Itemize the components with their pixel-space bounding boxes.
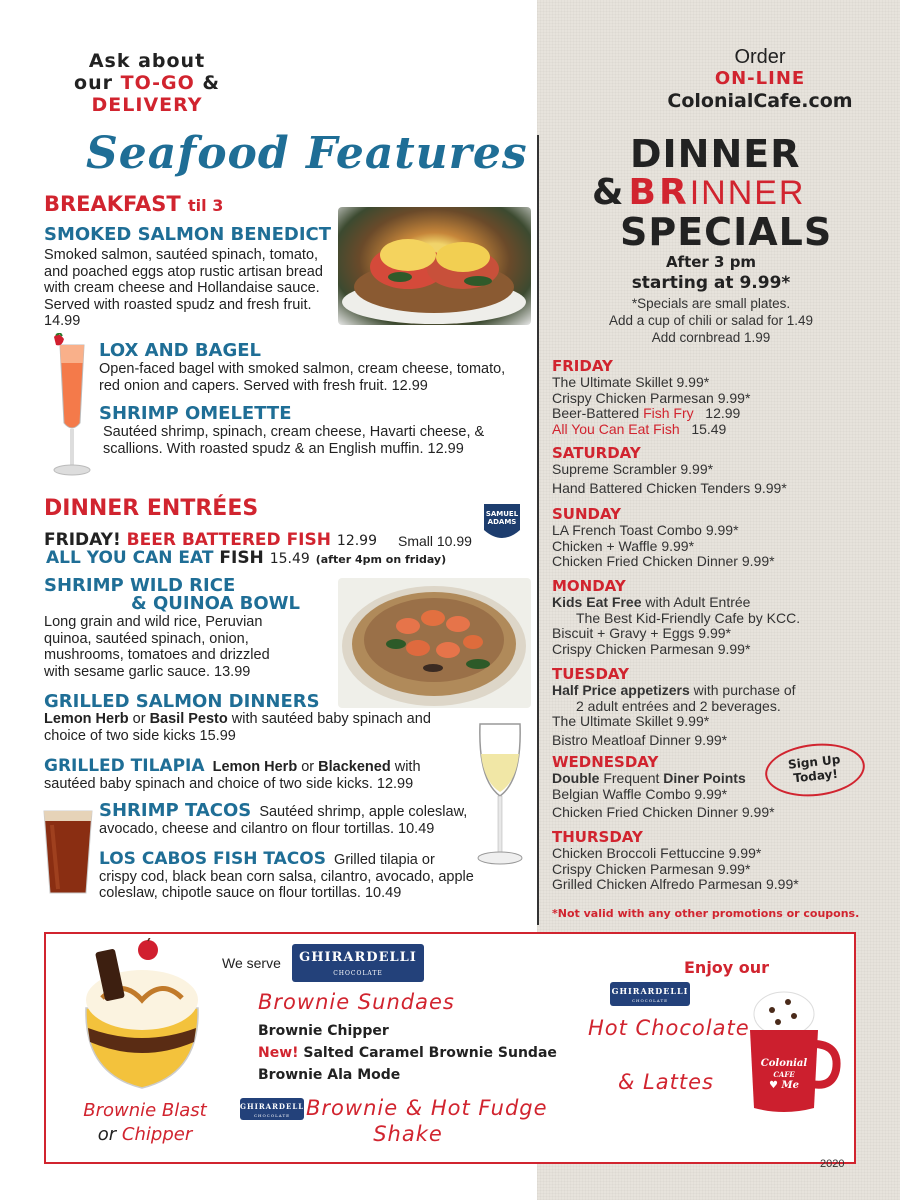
- shake-title-line2: Shake: [373, 1122, 443, 1146]
- item-name-lox-bagel: LOX AND BAGEL: [99, 340, 262, 361]
- specials-after-time: After 3 pm: [665, 253, 757, 271]
- sundae-item-chipper: Brownie Chipper: [258, 1023, 389, 1039]
- item-shrimp-tacos: SHRIMP TACOS Sautéed shrimp, apple coleslaw, avocado, cheese and cilantro on flour tortillas. 10.49: [99, 803, 489, 837]
- mug-text: Colonial CAFE ♥ Me: [760, 1058, 808, 1091]
- signup-label: Sign Up Today!: [787, 752, 841, 786]
- sundae-item-salted-caramel: New! Salted Caramel Brownie Sundae: [258, 1045, 557, 1061]
- specials-tuesday: TUESDAY Half Price appetizers with purchase of 2 adult entrées and 2 beverages. The Ultimate Skillet 9.99* Bistro Meatloaf Dinner 9.99*: [552, 665, 796, 748]
- order-label: Order: [734, 46, 786, 68]
- item-desc-grilled-tilapia: sautéed baby spinach and choice of two side kicks. 12.99: [44, 775, 414, 792]
- or-chipper-label: or Chipper: [97, 1124, 193, 1145]
- item-desc-salmon-benedict: Smoked salmon, sautéed spinach, tomato, and poached eggs atop rustic artisan bread with cream cheese and Hollandaise sauce. Served with roasted spudz and fresh fruit. 14.99: [44, 247, 323, 329]
- item-desc-los-cabos-tacos: crispy cod, black bean corn salsa, cilantro, avocado, apple coleslaw, chipotle sauce on flour tortillas. 10.49: [99, 868, 474, 901]
- shrimp-bowl-photo: [338, 578, 531, 708]
- breakfast-heading: BREAKFAST til 3: [44, 192, 224, 216]
- item-desc-grilled-salmon: Lemon Herb or Basil Pesto with sautéed baby spinach and choice of two side kicks 15.99: [44, 711, 431, 744]
- brownie-blast-label: Brownie Blast: [83, 1100, 207, 1121]
- ayce-fish-line: ALL YOU CAN EAT FISH 15.49 (after 4pm on friday): [46, 548, 447, 568]
- specials-starting-price: starting at 9.99*: [631, 273, 791, 293]
- item-name-grilled-salmon: GRILLED SALMON DINNERS: [44, 691, 320, 712]
- item-name-shrimp-omelette: SHRIMP OMELETTE: [99, 403, 292, 424]
- day-sunday: SUNDAY: [552, 505, 622, 523]
- day-monday: MONDAY: [552, 577, 626, 595]
- day-wednesday: WEDNESDAY: [552, 753, 659, 771]
- togo-line1: Ask about: [88, 50, 206, 72]
- specials-notes: *Specials are small plates. Add a cup of chili or salad for 1.49 Add cornbread 1.99: [608, 296, 814, 345]
- order-website-link[interactable]: ColonialCafe.com: [667, 90, 853, 112]
- specials-title-dinner: DINNER: [630, 132, 801, 176]
- ghirardelli-logo-small-1: GHIRARDELLI CHOCOLATE: [240, 1098, 304, 1120]
- item-name-shrimp-bowl: SHRIMP WILD RICE & QUINOA BOWL: [44, 575, 301, 614]
- specials-friday: FRIDAY The Ultimate Skillet 9.99* Crispy Chicken Parmesan 9.99* Beer-Battered Fish Fry 12.99 All You Can Eat Fish 15.49: [552, 357, 751, 437]
- seafood-features-title: Seafood Features: [86, 128, 528, 179]
- hot-chocolate-mug-image: [742, 984, 842, 1114]
- beer-glass-image: [42, 805, 94, 897]
- togo-delivery: DELIVERY: [91, 94, 203, 116]
- samuel-adams-badge: [480, 500, 524, 546]
- specials-saturday: SATURDAY Supreme Scrambler 9.99* Hand Battered Chicken Tenders 9.99*: [552, 444, 787, 496]
- order-online[interactable]: [650, 46, 870, 112]
- hot-chocolate-label: Hot Chocolate: [588, 1016, 750, 1040]
- brownie-sundae-image: [72, 938, 212, 1098]
- year-label: 2020: [820, 1158, 845, 1170]
- specials-thursday: THURSDAY Chicken Broccoli Fettuccine 9.99* Crispy Chicken Parmesan 9.99* Grilled Chicken Alfredo Parmesan 9.99*: [552, 828, 799, 892]
- item-desc-lox-bagel: Open-faced bagel with smoked salmon, cream cheese, tomato, red onion and capers. Served with fresh fruit. 12.99: [99, 361, 506, 394]
- specials-wednesday: WEDNESDAY Double Frequent Diner Points Belgian Waffle Combo 9.99* Chicken Fried Chicken Dinner 9.99*: [552, 753, 775, 820]
- item-desc-shrimp-tacos: avocado, cheese and cilantro on flour tortillas. 10.49: [99, 820, 435, 837]
- item-los-cabos-tacos: LOS CABOS FISH TACOS Grilled tilapia or crispy cod, black bean corn salsa, cilantro, avocado, apple coleslaw, chipotle sauce on flour tortillas. 10.49: [99, 851, 489, 902]
- shake-title-line1: Brownie & Hot Fudge: [306, 1096, 548, 1120]
- day-thursday: THURSDAY: [552, 828, 643, 846]
- day-tuesday: TUESDAY: [552, 665, 629, 683]
- specials-disclaimer: *Not valid with any other promotions or coupons.: [552, 907, 860, 920]
- togo-notice: [62, 50, 232, 116]
- item-name-grilled-tilapia: GRILLED TILAPIA: [44, 756, 205, 776]
- enjoy-our-label: Enjoy our: [684, 958, 770, 977]
- specials-monday: MONDAY Kids Eat Free with Adult Entrée The Best Kid-Friendly Cafe by KCC. Biscuit + Gravy + Eggs 9.99* Crispy Chicken Parmesan 9.99*: [552, 577, 801, 657]
- item-grilled-tilapia: GRILLED TILAPIA Lemon Herb or Blackened with sautéed baby spinach and choice of two side kicks. 12.99: [44, 758, 464, 792]
- we-serve-label: We serve: [222, 955, 281, 971]
- samuel-adams-badge-text: SAMUEL ADAMS: [485, 510, 519, 526]
- specials-sunday: SUNDAY LA French Toast Combo 9.99* Chicken + Waffle 9.99* Chicken Fried Chicken Dinner 9.99*: [552, 505, 775, 569]
- item-name-shrimp-tacos: SHRIMP TACOS: [99, 800, 252, 821]
- small-fish-price: Small 10.99: [398, 533, 472, 549]
- order-online-label: ON-LINE: [714, 68, 806, 89]
- item-name-salmon-benedict: SMOKED SALMON BENEDICT: [44, 224, 332, 245]
- item-desc-shrimp-omelette: Sautéed shrimp, spinach, cream cheese, Havarti cheese, & scallions. With roasted spudz & an English muffin. 12.99: [103, 424, 485, 457]
- salmon-benedict-photo: [338, 207, 531, 325]
- day-saturday: SATURDAY: [552, 444, 641, 462]
- ghirardelli-logo-large: GHIRARDELLI CHOCOLATE: [292, 944, 424, 982]
- item-desc-shrimp-bowl: Long grain and wild rice, Peruvian quinoa, sautéed spinach, onion, mushrooms, tomatoes and drizzled with sesame garlic sauce. 13.99: [44, 614, 270, 680]
- brownie-sundaes-title: Brownie Sundaes: [258, 990, 455, 1014]
- sundae-list: [258, 1020, 557, 1086]
- specials-title-specials: SPECIALS: [620, 210, 833, 254]
- togo-line2: our TO-GO &: [74, 72, 220, 94]
- item-name-los-cabos-tacos: LOS CABOS FISH TACOS: [99, 849, 326, 869]
- day-friday: FRIDAY: [552, 357, 613, 375]
- white-wine-glass-image: [470, 720, 530, 868]
- specials-title-brinner: & BRINNER: [592, 172, 806, 213]
- lattes-label: & Lattes: [618, 1070, 714, 1094]
- sundae-item-ala-mode: Brownie Ala Mode: [258, 1067, 401, 1083]
- column-divider: [537, 135, 539, 925]
- friday-fish-line: FRIDAY! BEER BATTERED FISH 12.99: [44, 530, 377, 550]
- mimosa-glass-image: [46, 333, 98, 481]
- dinner-entrees-heading: DINNER ENTRÉES: [44, 496, 259, 521]
- ghirardelli-logo-small-2: GHIRARDELLI CHOCOLATE: [610, 982, 690, 1006]
